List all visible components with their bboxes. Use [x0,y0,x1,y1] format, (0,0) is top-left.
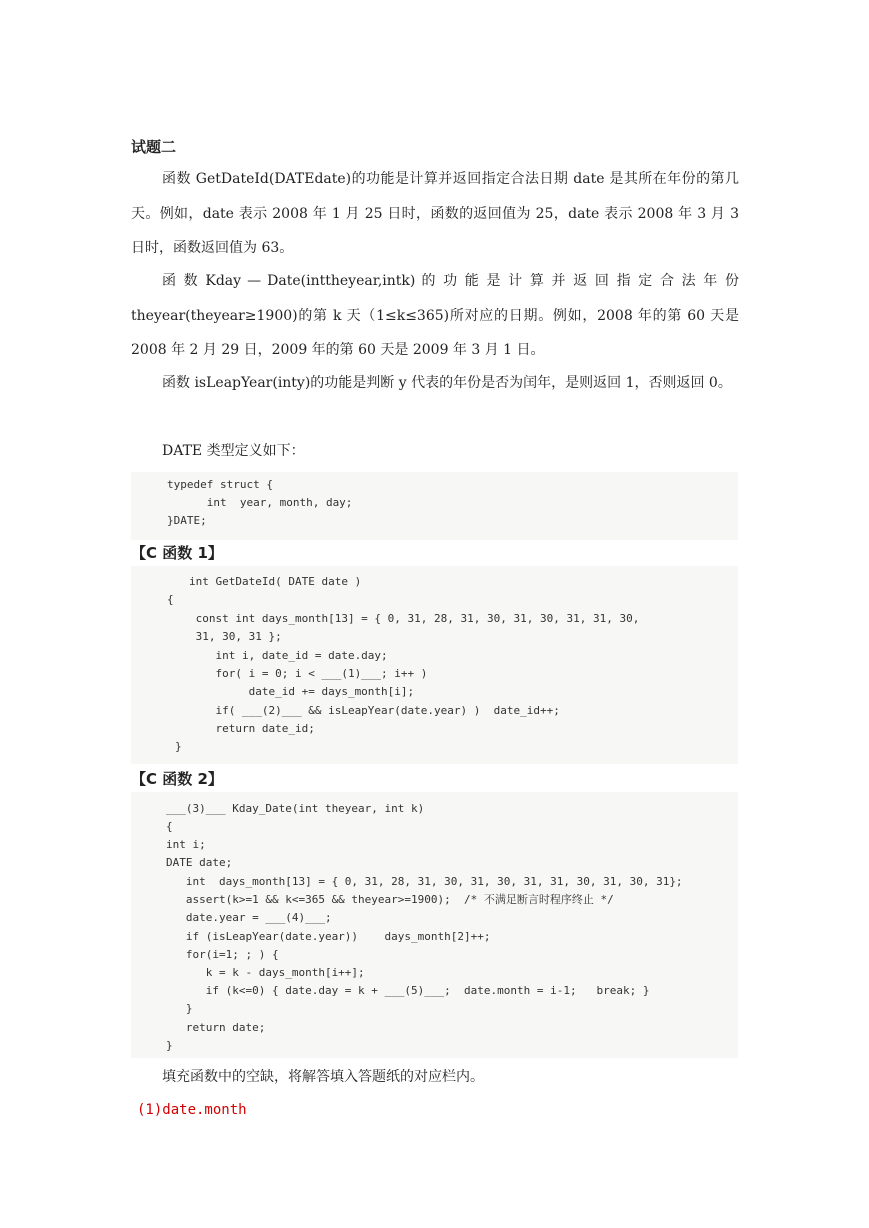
func2-line-11: if (k<=0) { date.day = k + ___(5)___; date.month = i-1; break; } [166,984,650,997]
func1-line-8: if( ___(2)___ && isLeapYear(date.year) ) date_id++; [189,704,560,717]
function1-label: 【C 函数 1】 [131,544,223,562]
struct-line-1: typedef struct { [167,478,273,491]
func2-line-12: } [166,1002,193,1015]
func2-line-10: k = k - days_month[i++]; [166,966,365,979]
function2-code-block [131,792,738,1058]
func1-line-2: { [167,593,174,606]
func2-line-1: ___(3)___ Kday_Date(int theyear, int k) [166,802,425,815]
func1-line-3: const int days_month[13] = { 0, 31, 28, 31, 30, 31, 30, 31, 31, 30, [189,612,640,625]
func2-line-8: if (isLeapYear(date.year)) days_month[2]++; [166,930,491,943]
func1-line-1: int GetDateId( DATE date ) [189,575,362,588]
paragraph-getdateid: 函数 GetDateId(DATEdate)的功能是计算并返回指定合法日期 date 是其所在年份的第几天。例如，date 表示 2008 年 1 月 25 日时，函数的返回值为 25，date 表示 2008 年 3 月 3 日时，函数返回值为 63。 [131,171,739,256]
struct-code-block [131,472,738,540]
function2-label: 【C 函数 2】 [131,770,223,788]
func2-line-13: return date; [166,1021,266,1034]
func1-line-9: return date_id; [189,722,315,735]
func1-line-5: int i, date_id = date.day; [189,649,388,662]
struct-line-2: int year, month, day; [167,496,353,509]
answer-text: (1)date.month [137,1102,247,1118]
paragraph-date-type: DATE 类型定义如下： [162,443,305,459]
instruction-text: 填充函数中的空缺，将解答填入答题纸的对应栏内。 [162,1069,484,1085]
paragraph-kday-date: 函 数 Kday — Date(inttheyear,intk) 的 功 能 是 计 算 并 返 回 指 定 合 法 年 份 theyear(theyear≥1900)的第 k 天（1≤k≤365)所对应的日期。例如，2008 年的第 60 天是 2008 年 2 月 29 日，2009 年的第 60 天是 2009 年 3 月 1 日。 [131,273,739,358]
func2-line-4: DATE date; [166,856,233,869]
func1-line-7: date_id += days_month[i]; [189,685,415,698]
func2-line-2: { [166,820,173,833]
func2-line-6: assert(k>=1 && k<=365 && theyear>=1900); /* 不满足断言时程序终止 */ [166,893,614,906]
question-title: 试题二 [131,138,177,156]
func2-line-9: for(i=1; ; ) { [166,948,279,961]
function1-code-block [131,566,738,764]
func1-line-4: 31, 30, 31 }; [189,630,282,643]
func2-line-7: date.year = ___(4)___; [166,911,332,924]
func2-line-3: int i; [166,838,206,851]
func1-line-6: for( i = 0; i < ___(1)___; i++ ) [189,667,428,680]
struct-line-3: }DATE; [167,514,207,527]
func2-line-5: int days_month[13] = { 0, 31, 28, 31, 30, 31, 30, 31, 31, 30, 31, 30, 31}; [166,875,683,888]
func2-line-14: } [166,1039,173,1052]
paragraph-isleapyear: 函数 isLeapYear(inty)的功能是判断 y 代表的年份是否为闰年，是则返回 1，否则返回 0。 [162,375,732,391]
func1-line-10: } [175,740,182,753]
